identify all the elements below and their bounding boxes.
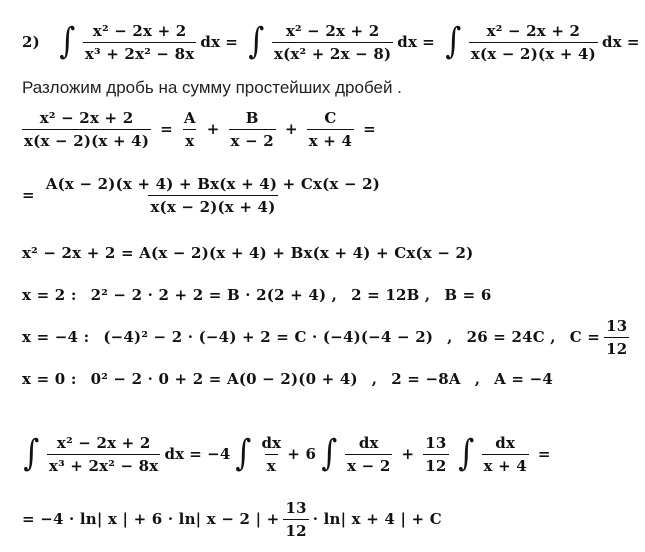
denominator: x − 2 [229,129,276,150]
fraction [345,434,392,475]
numerator: x² − 2x + 2 [56,433,151,452]
integral-sign: ∫ [248,21,265,62]
separator: , [447,328,453,346]
equals-sign: = [160,120,173,138]
substitution: 0² − 2 · 0 + 2 = A(0 − 2)(0 + 4) [90,370,358,388]
denominator: 12 [604,337,629,358]
numerator: 13 [606,316,628,335]
plus-sign: + [401,445,415,463]
fraction [283,499,308,540]
denominator: x(x − 2)(x + 4) [148,195,277,216]
denominator: 12 [423,454,448,475]
equation-line-1 [22,14,645,70]
equals-sign: = [22,186,35,204]
antiderivative-part: = −4 · ln| x | + 6 · ln| x − 2 | + [22,510,280,528]
fraction [604,317,629,358]
numerator: A(x − 2)(x + 4) + Bx(x + 4) + Cx(x − 2) [45,174,381,193]
separator: , [371,370,378,388]
denominator: x³ + 2x² − 8x [47,454,160,475]
integral-sign: ∫ [59,21,76,62]
denominator: x(x − 2)(x + 4) [469,42,598,63]
differential: dx [200,33,221,51]
explanation-text: Разложим дробь на сумму простейших дробей . [22,78,402,97]
numerator: 13 [285,498,307,517]
equation-line-2 [22,104,381,154]
denominator: x − 2 [345,454,392,475]
denominator: x [183,129,196,150]
numerator: C [324,108,337,127]
equals-sign: = [626,33,640,51]
equation-line-7 [22,370,553,388]
equals-sign: = [189,445,203,463]
denominator: x(x² + 2x − 8) [272,42,393,63]
differential: dx [601,33,622,51]
case-label: x = 2 : [22,286,77,304]
differential: dx [397,33,418,51]
equation-line-5 [22,286,491,304]
equation-line-8 [22,428,556,480]
numerator: dx [261,433,282,452]
numerator: x² − 2x + 2 [486,21,581,40]
substitution: 2² − 2 · 2 + 2 = B · 2(2 + 4) , [90,286,338,304]
equals-sign: = [537,445,551,463]
numerator: dx [495,433,516,452]
equation-line-4: x² − 2x + 2 = A(x − 2)(x + 4) + Bx(x + 4) + Cx(x − 2) [22,244,474,262]
coefficient-value: B = 6 [444,286,492,304]
case-label: x = 0 : [22,370,77,388]
numerator: dx [358,433,379,452]
equation-line-3 [22,170,386,220]
numerator: B [245,108,259,127]
result: 26 = 24C , [466,328,556,346]
equals-sign: = [422,33,435,51]
equals-sign: = [363,120,376,138]
denominator: x³ + 2x² − 8x [83,42,196,63]
fraction [47,434,160,475]
substitution: (−4)² − 2 · (−4) + 2 = C · (−4)(−4 − 2) [103,328,434,346]
coefficient: −4 [207,445,231,463]
result: 2 = 12B , [351,286,431,304]
integral-sign: ∫ [445,21,462,62]
denominator: x(x − 2)(x + 4) [22,129,151,150]
fraction [307,109,354,150]
integral-sign: ∫ [457,433,475,474]
coefficient-value: A = −4 [494,370,554,388]
numerator: x² − 2x + 2 [92,21,187,40]
denominator: x + 4 [307,129,354,150]
equals-sign: = [225,33,238,51]
equation-line-9 [22,494,442,544]
numerator: x² − 2x + 2 [39,108,134,127]
result: 2 = −8A [391,370,461,388]
integral-sign: ∫ [235,433,253,474]
denominator: 12 [283,519,308,540]
numerator: x² − 2x + 2 [285,21,380,40]
fraction [272,22,393,63]
separator: , [474,370,481,388]
equation-line-6 [22,316,633,358]
fraction [229,109,276,150]
fraction [423,434,448,475]
fraction [182,109,198,150]
antiderivative-part: · ln| x + 4 | + C [312,510,442,528]
case-label: x = −4 : [22,328,90,346]
differential: dx [164,445,185,463]
fraction [259,434,283,475]
fraction [83,22,196,63]
fraction [22,109,151,150]
coefficient-label: C = [569,328,601,346]
denominator: x + 4 [482,454,529,475]
numerator: A [183,108,196,127]
integral-sign: ∫ [23,433,40,474]
fraction [469,22,598,63]
coefficient: + 6 [287,445,317,463]
integral-sign: ∫ [321,433,338,474]
denominator: x [265,454,278,475]
plus-sign: + [284,120,298,138]
numerator: 13 [425,433,447,452]
plus-sign: + [206,120,220,138]
fraction [44,175,382,216]
problem-number: 2) [22,33,40,51]
fraction [482,434,529,475]
